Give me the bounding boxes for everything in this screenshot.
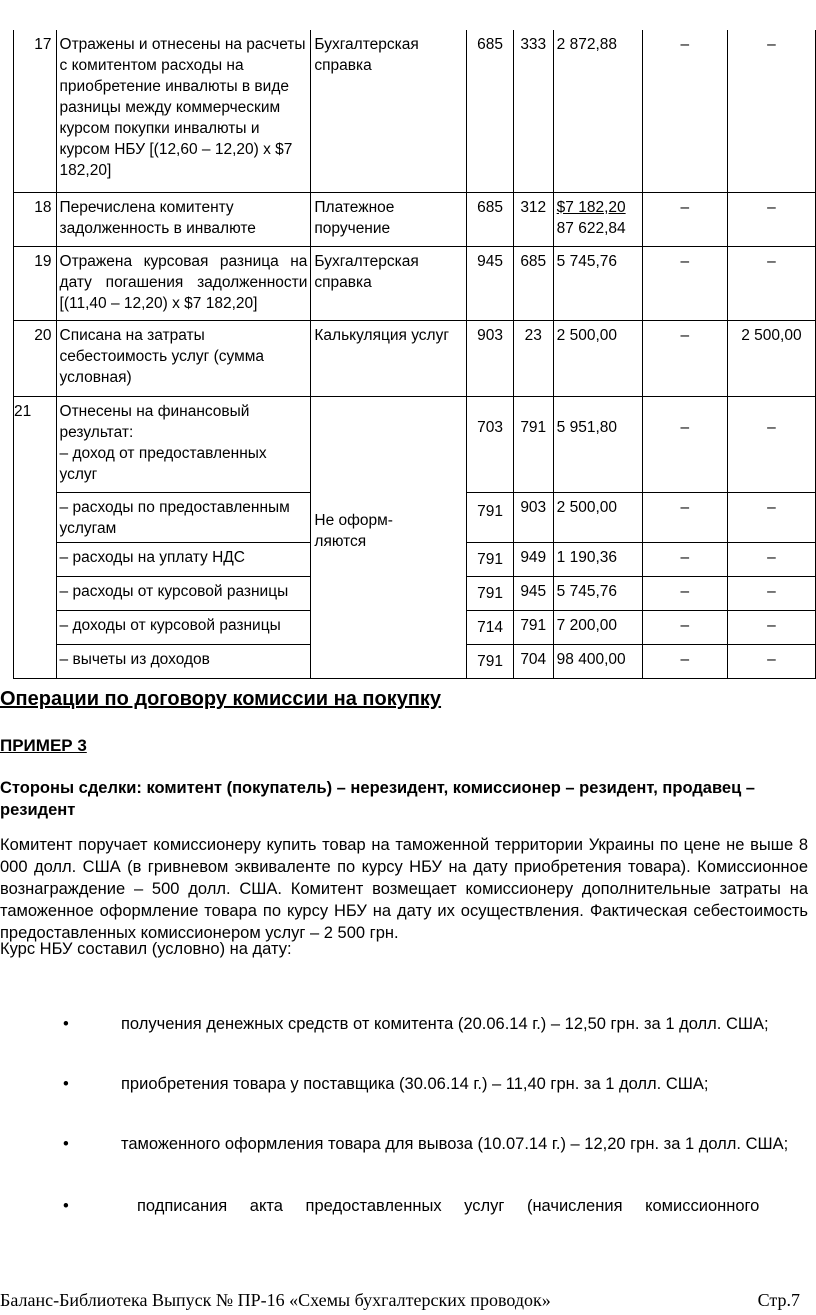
credit-account: 312 xyxy=(513,192,553,246)
table-row xyxy=(14,246,816,320)
credit-account: 791 xyxy=(513,610,553,644)
operation-description: – доходы от курсовой разницы xyxy=(56,610,311,644)
table-row xyxy=(14,320,816,396)
bullet-icon: • xyxy=(63,1135,69,1153)
amount: 98 400,00 xyxy=(553,644,642,678)
credit-account: 949 xyxy=(513,542,553,576)
column-7-value: – xyxy=(642,492,727,542)
credit-account: 903 xyxy=(513,492,553,542)
operation-description: Отражена курсовая разница на дату погашения задолженности [(11,40 – 12,20) х $7 182,20] xyxy=(56,246,311,320)
operation-description: Отнесены на финансовый результат: – доход от предоставленных услуг xyxy=(56,396,311,492)
column-7-value: – xyxy=(642,542,727,576)
column-8-value: – xyxy=(727,30,815,192)
document-type xyxy=(311,396,467,678)
column-8-value: – xyxy=(727,492,815,542)
list-item xyxy=(0,1013,808,1035)
document-type: Калькуляция услуг xyxy=(311,320,467,396)
example-title: ПРИМЕР 3 xyxy=(0,736,87,755)
amount: 2 872,88 xyxy=(553,30,642,192)
amount: 5 951,80 xyxy=(553,396,642,492)
column-7-value: – xyxy=(642,320,727,396)
column-7-value: – xyxy=(642,610,727,644)
amount: 5 745,76 xyxy=(553,246,642,320)
bullet-icon: • xyxy=(63,1075,69,1093)
column-8-value: – xyxy=(727,610,815,644)
list-item xyxy=(0,1073,808,1095)
debit-account: 945 xyxy=(467,246,514,320)
list-item-text: приобретения товара у поставщика (30.06.14 г.) – 11,40 грн. за 1 долл. США; xyxy=(121,1075,709,1093)
amount-uah: 87 622,84 xyxy=(556,219,626,237)
section-title: Операции по договору комиссии на покупку xyxy=(0,688,442,710)
operation-description: – расходы от курсовой разницы xyxy=(56,576,311,610)
debit-account: 703 xyxy=(467,396,514,492)
debit-account: 791 xyxy=(467,492,514,542)
column-8-value: – xyxy=(727,542,815,576)
operation-description: – расходы по предоставленным услугам xyxy=(56,492,311,542)
row-number: 21 xyxy=(14,396,57,678)
footer-text: Баланс-Библиотека Выпуск № ПР-16 «Схемы бухгалтерских проводок» xyxy=(0,1290,551,1310)
list-item-text: таможенного оформления товара для вывоза (10.07.14 г.) – 12,20 грн. за 1 долл. США; xyxy=(121,1135,789,1153)
bullet-icon: • xyxy=(63,1197,69,1215)
credit-account: 333 xyxy=(513,30,553,192)
row-number: 20 xyxy=(14,320,57,396)
document-type: Бухгалтерская справка xyxy=(311,30,467,192)
column-8-value: 2 500,00 xyxy=(727,320,815,396)
list-item xyxy=(0,1195,808,1217)
column-8-value: – xyxy=(727,644,815,678)
table-row xyxy=(14,30,816,192)
column-7-value: – xyxy=(642,644,727,678)
page-footer xyxy=(0,1290,800,1311)
list-item xyxy=(0,1133,808,1155)
bullet-icon: • xyxy=(63,1015,69,1033)
rate-intro: Курс НБУ составил (условно) на дату: xyxy=(0,940,292,958)
operation-description: – вычеты из доходов xyxy=(56,644,311,678)
column-8-value: – xyxy=(727,576,815,610)
operation-description: Перечислена комитенту задолженность в инвалюте xyxy=(56,192,311,246)
credit-account: 704 xyxy=(513,644,553,678)
table-row xyxy=(14,396,816,492)
amount-currency: $7 182,20 xyxy=(556,198,626,216)
debit-account: 714 xyxy=(467,610,514,644)
debit-account: 791 xyxy=(467,644,514,678)
operation-description: Отражены и отнесены на расчеты с комитентом расходы на приобретение инвалюты в виде разницы между коммерческим курсом покупки инвалюты и курсом НБУ [(12,60 – 12,20) х $7 182,20] xyxy=(56,30,311,192)
column-7-value: – xyxy=(642,576,727,610)
column-7-value: – xyxy=(642,396,727,492)
column-8-value: – xyxy=(727,246,815,320)
entries-table xyxy=(13,30,816,679)
credit-account: 23 xyxy=(513,320,553,396)
body-paragraph: Комитент поручает комиссионеру купить товар на таможенной территории Украины по цене не выше 8 000 долл. США (в гривневом эквиваленте по курсу НБУ на дату приобретения товара). Комиссионное вознаграждение – 500 долл. США. Комитент возмещает комиссионеру дополнительные затраты на таможенное оформление товара по курсу НБУ на дату их осуществления. Фактическая себестоимость предоставленных комиссионером услуг – 2 500 грн. xyxy=(0,836,808,942)
debit-account: 685 xyxy=(467,192,514,246)
amount: 7 200,00 xyxy=(553,610,642,644)
debit-account: 791 xyxy=(467,542,514,576)
amount: 5 745,76 xyxy=(553,576,642,610)
parties-heading: Стороны сделки: комитент (покупатель) – нерезидент, комиссионер – резидент, продавец – резидент xyxy=(0,779,755,819)
amount: 2 500,00 xyxy=(553,320,642,396)
page-number: Стр.7 xyxy=(757,1290,800,1310)
row-number: 19 xyxy=(14,246,57,320)
table-row xyxy=(14,192,816,246)
row-number: 18 xyxy=(14,192,57,246)
amount-cell xyxy=(553,192,642,246)
document-type-text: Не оформ-ляются xyxy=(314,511,393,550)
document-type: Платежное поручение xyxy=(311,192,467,246)
credit-account: 685 xyxy=(513,246,553,320)
credit-account: 791 xyxy=(513,396,553,492)
debit-account: 903 xyxy=(467,320,514,396)
column-7-value: – xyxy=(642,30,727,192)
column-8-value: – xyxy=(727,192,815,246)
amount: 1 190,36 xyxy=(553,542,642,576)
operation-description: Списана на затраты себестоимость услуг (сумма условная) xyxy=(56,320,311,396)
credit-account: 945 xyxy=(513,576,553,610)
column-7-value: – xyxy=(642,246,727,320)
debit-account: 685 xyxy=(467,30,514,192)
row-number: 17 xyxy=(14,30,57,192)
document-type: Бухгалтерская справка xyxy=(311,246,467,320)
list-item-text: подписания акта предоставленных услуг (начисления комиссионного xyxy=(137,1197,760,1215)
amount: 2 500,00 xyxy=(553,492,642,542)
column-8-value: – xyxy=(727,396,815,492)
list-item-text: получения денежных средств от комитента (20.06.14 г.) – 12,50 грн. за 1 долл. США; xyxy=(121,1015,769,1033)
debit-account: 791 xyxy=(467,576,514,610)
column-7-value: – xyxy=(642,192,727,246)
operation-description: – расходы на уплату НДС xyxy=(56,542,311,576)
